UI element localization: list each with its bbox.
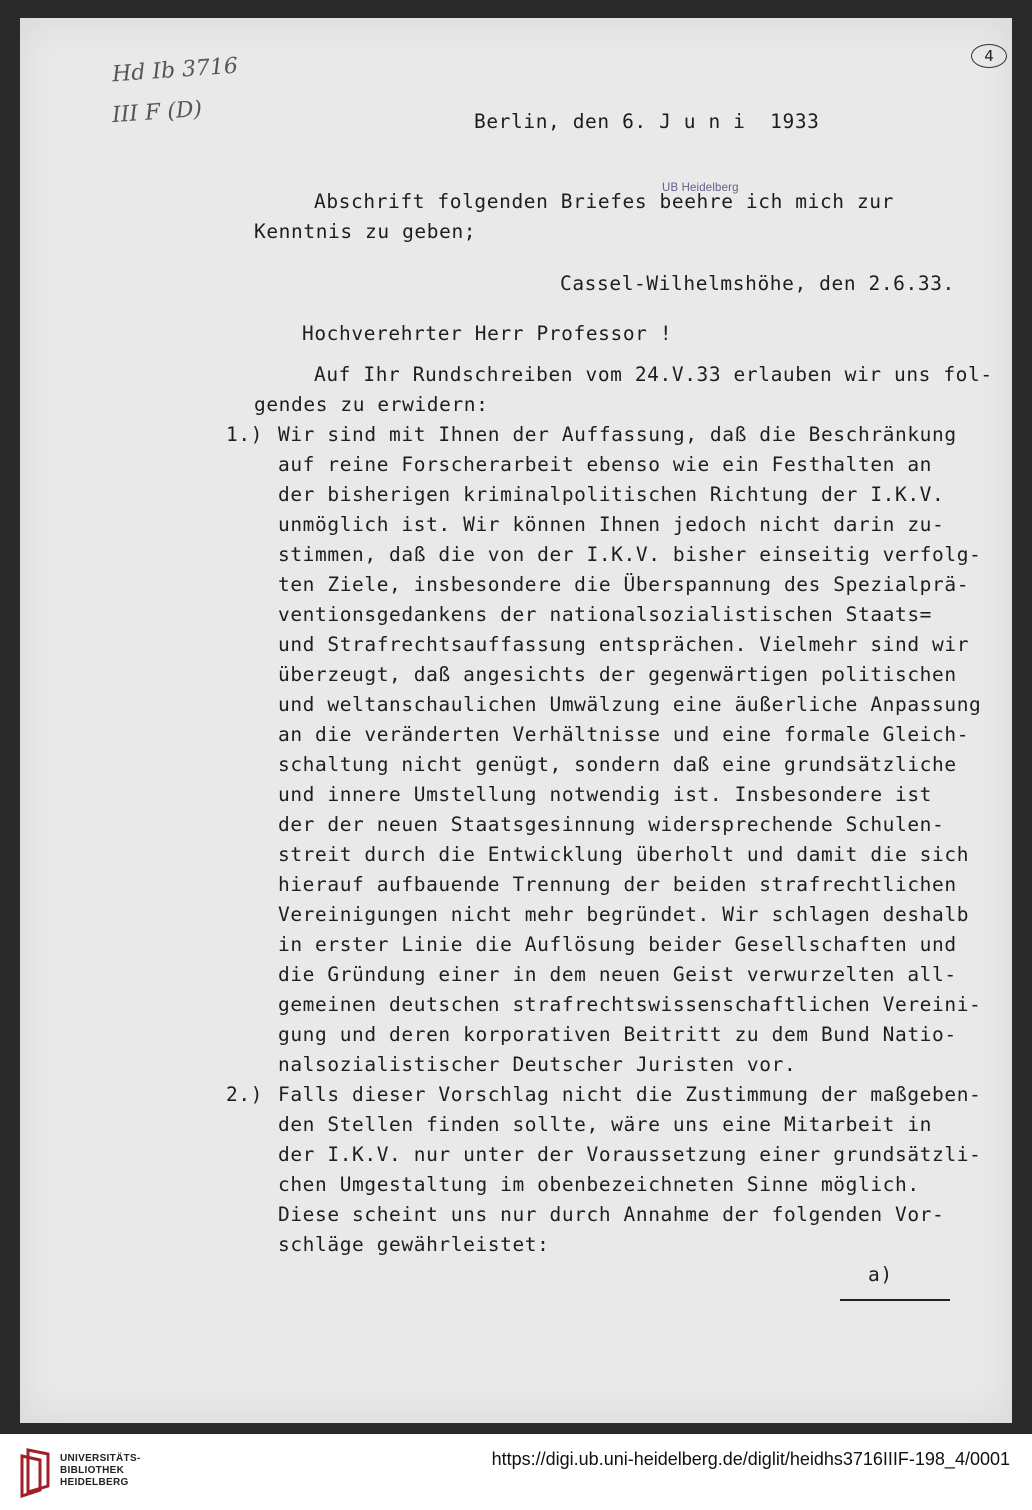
logo-line-2: BIBLIOTHEK [60, 1465, 125, 1476]
text-line: in erster Linie die Auflösung beider Gesellschaften und [278, 933, 957, 956]
text-line: an die veränderten Verhältnisse und eine formale Gleich- [278, 723, 970, 746]
paragraph-intro-line-2: gendes zu erwidern: [254, 393, 489, 416]
library-stamp: UB Heidelberg [662, 180, 739, 194]
text-line: auf reine Forscherarbeit ebenso wie ein Festhalten an [278, 453, 933, 476]
logo-line-1: UNIVERSITÄTS- [60, 1453, 141, 1464]
shelfmark-note: Hd Ib 3716 [111, 53, 239, 88]
intro-line-2: Kenntnis zu geben; [254, 220, 477, 243]
text-line: und Strafrechtsauffassung entsprächen. Vielmehr sind wir [278, 633, 970, 656]
text-line: der I.K.V. nur unter der Voraussetzung einer grundsätzli- [278, 1143, 982, 1166]
text-line: schläge gewährleistet: [278, 1233, 550, 1256]
item-1-marker: 1.) [226, 423, 264, 446]
text-line: gemeinen deutschen strafrechtswissenschaftlichen Vereini- [278, 993, 982, 1016]
quoted-dateline: Cassel-Wilhelmshöhe, den 2.6.33. [560, 272, 955, 295]
text-line: Wir sind mit Ihnen der Auffassung, daß die Beschränkung [278, 423, 957, 446]
text-line: der bisherigen kriminalpolitischen Richtung der I.K.V. [278, 483, 945, 506]
text-line: der der neuen Staatsgesinnung widersprechende Schulen- [278, 813, 945, 836]
shelfmark-note-2: III F (D) [111, 96, 203, 129]
salutation: Hochverehrter Herr Professor ! [302, 322, 673, 345]
permalink-url[interactable]: https://digi.ub.uni-heidelberg.de/diglit/heidhs3716IIIF-198_4/0001 [491, 1449, 1010, 1469]
text-line: ventionsgedankens der nationalsozialistischen Staats= [278, 603, 933, 626]
text-line: und weltanschaulichen Umwälzung eine äußerliche Anpassung [278, 693, 982, 716]
text-line: Falls dieser Vorschlag nicht die Zustimmung der maßgeben- [278, 1083, 982, 1106]
text-line: Vereinigungen nicht mehr begründet. Wir schlagen deshalb [278, 903, 970, 926]
text-line: Diese scheint uns nur durch Annahme der folgenden Vor- [278, 1203, 945, 1226]
library-logo-icon [14, 1446, 54, 1498]
logo-line-3: HEIDELBERG [60, 1477, 129, 1488]
text-line: überzeugt, daß angesichts der gegenwärtigen politischen [278, 663, 957, 686]
library-logo [14, 1446, 164, 1502]
catchword: a) [868, 1263, 893, 1286]
text-line: stimmen, daß die von der I.K.V. bisher einseitig verfolg- [278, 543, 982, 566]
page-number: 4 [971, 44, 1007, 68]
item-2-marker: 2.) [226, 1083, 264, 1106]
paragraph-intro-line-1: Auf Ihr Rundschreiben vom 24.V.33 erlauben wir uns fol- [314, 363, 993, 386]
text-line: die Gründung einer in dem neuen Geist verwurzelten all- [278, 963, 957, 986]
text-line: gung und deren korporativen Beitritt zu dem Bund Natio- [278, 1023, 957, 1046]
dateline: Berlin, den 6. J u n i 1933 [474, 110, 820, 133]
text-line: streit durch die Entwicklung überholt und damit die sich [278, 843, 970, 866]
document-page [20, 18, 1012, 1423]
show-through-shadow [60, 168, 220, 268]
text-line: chen Umgestaltung im obenbezeichneten Sinne möglich. [278, 1173, 920, 1196]
catchword-underline [840, 1299, 950, 1301]
viewer-footer [0, 1434, 1032, 1510]
library-logo-text [60, 1453, 141, 1489]
text-line: ten Ziele, insbesondere die Überspannung des Spezialprä- [278, 573, 970, 596]
text-line: hierauf aufbauende Trennung der beiden strafrechtlichen [278, 873, 957, 896]
text-line: nalsozialistischer Deutscher Juristen vor. [278, 1053, 797, 1076]
intro-line-1: Abschrift folgenden Briefes beehre ich mich zur [314, 190, 894, 213]
text-line: schaltung nicht genügt, sondern daß eine grundsätzliche [278, 753, 957, 776]
text-line: und innere Umstellung notwendig ist. Insbesondere ist [278, 783, 933, 806]
text-line: den Stellen finden sollte, wäre uns eine Mitarbeit in [278, 1113, 933, 1136]
text-line: unmöglich ist. Wir können Ihnen jedoch nicht darin zu- [278, 513, 945, 536]
